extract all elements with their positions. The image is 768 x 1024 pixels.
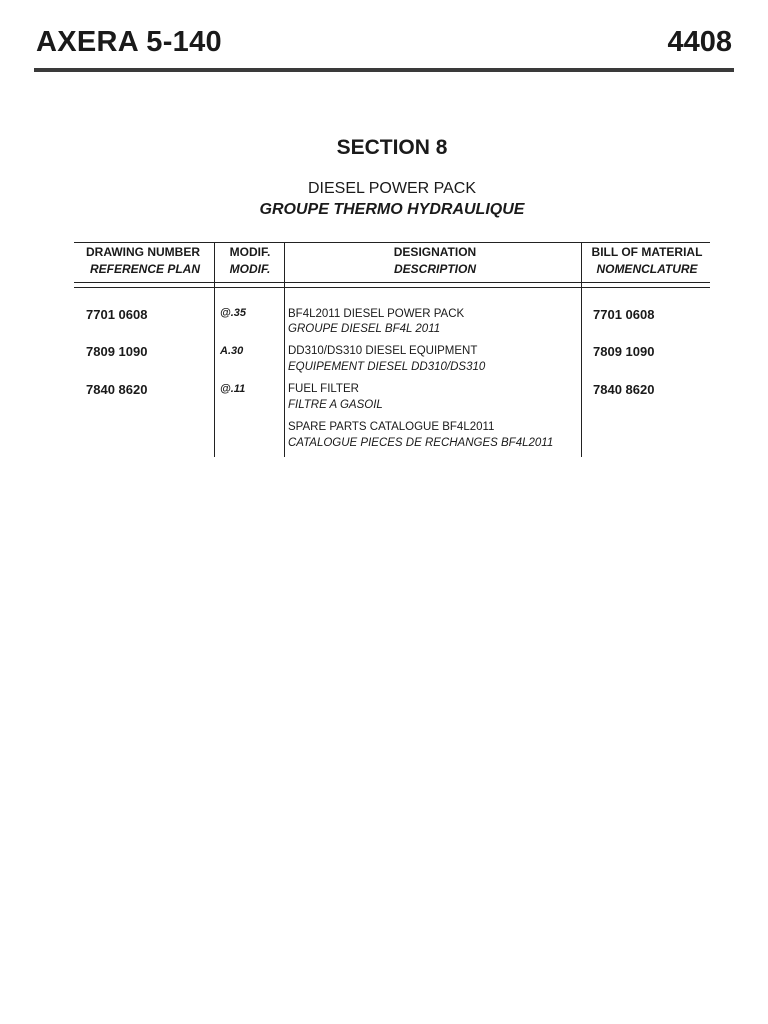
header-reference-plan: REFERENCE PLAN: [90, 262, 201, 276]
column-divider-3: [581, 242, 582, 457]
table-header-rule-2: [74, 287, 710, 288]
row-2-description: EQUIPEMENT DIESEL DD310/DS310: [288, 361, 486, 373]
header-nomenclature: NOMENCLATURE: [596, 262, 698, 276]
row-2-bill-of-material: 7809 1090: [593, 344, 655, 359]
row-2-modif: A.30: [220, 345, 244, 357]
document-title: AXERA 5-140: [36, 26, 222, 58]
row-1-description: GROUPE DIESEL BF4L 2011: [288, 323, 441, 335]
row-3-description: FILTRE A GASOIL: [288, 399, 383, 411]
row-3-designation: FUEL FILTER: [288, 383, 359, 395]
header-designation: DESIGNATION: [393, 245, 477, 259]
row-2-drawing-number: 7809 1090: [86, 344, 148, 359]
header-modif: MODIF.: [229, 245, 271, 259]
row-1-bill-of-material: 7701 0608: [593, 307, 655, 322]
row-4-designation: SPARE PARTS CATALOGUE BF4L2011: [288, 421, 495, 433]
header-rule: [34, 68, 734, 72]
row-3-modif: @.11: [220, 383, 246, 395]
section-subtitle-en: DIESEL POWER PACK: [307, 180, 477, 197]
row-3-drawing-number: 7840 8620: [86, 382, 148, 397]
header-description: DESCRIPTION: [393, 262, 476, 276]
table-header-rule-1: [74, 282, 710, 283]
header-bill-of-material: BILL OF MATERIAL: [591, 245, 703, 259]
table-top-rule: [74, 242, 710, 243]
section-subtitle-fr: GROUPE THERMO HYDRAULIQUE: [259, 201, 525, 218]
row-1-modif: @.35: [220, 307, 247, 319]
row-4-description: CATALOGUE PIECES DE RECHANGES BF4L2011: [288, 437, 554, 449]
header-modif-fr: MODIF.: [229, 262, 271, 276]
section-title: SECTION 8: [336, 136, 448, 159]
row-2-designation: DD310/DS310 DIESEL EQUIPMENT: [288, 345, 478, 357]
row-1-designation: BF4L2011 DIESEL POWER PACK: [288, 308, 465, 320]
page-code: 4408: [667, 26, 732, 58]
header-drawing-number: DRAWING NUMBER: [86, 245, 200, 259]
row-1-drawing-number: 7701 0608: [86, 307, 148, 322]
row-3-bill-of-material: 7840 8620: [593, 382, 655, 397]
